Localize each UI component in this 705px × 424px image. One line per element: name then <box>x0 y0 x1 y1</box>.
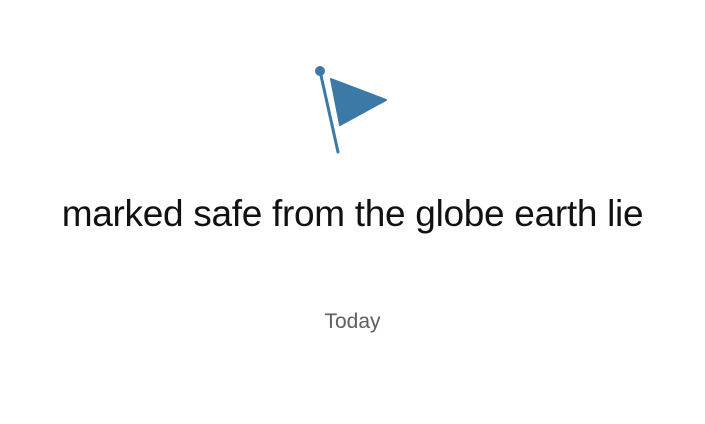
date-label: Today <box>324 310 381 333</box>
flag-icon <box>300 62 390 157</box>
status-text: marked safe from the globe earth lie <box>61 193 644 234</box>
